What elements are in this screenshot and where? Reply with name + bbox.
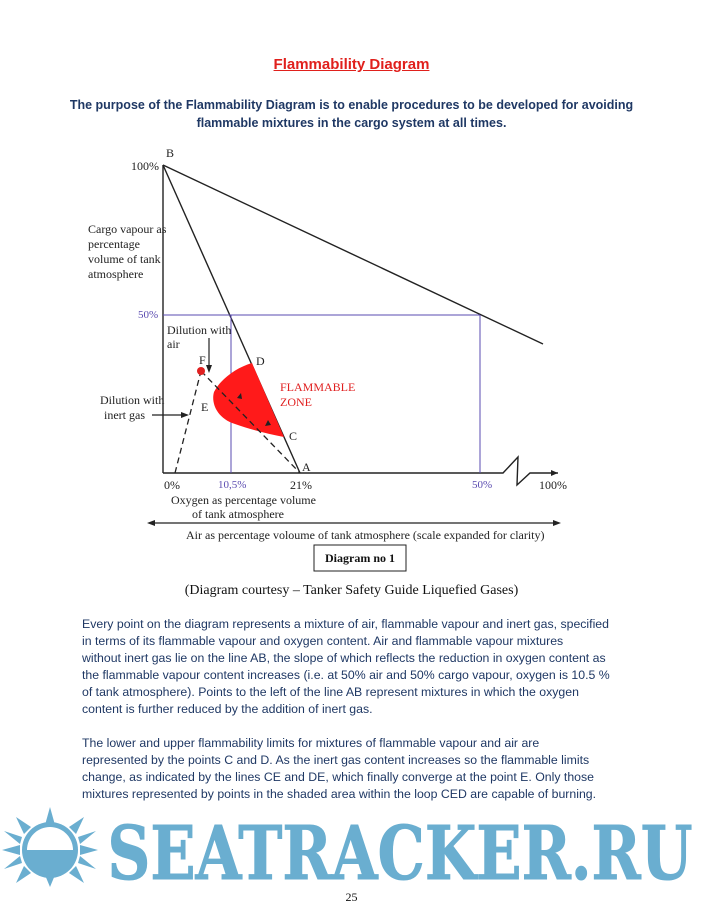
label-e: E	[201, 400, 209, 414]
paragraph-line: of tank atmosphere). Points to the left of the line AB represent mixtures in which the oxygen	[82, 685, 579, 699]
x-axis-label: Oxygen as percentage volume	[171, 493, 316, 507]
y-axis-label: atmosphere	[88, 267, 144, 281]
x-tick-0: 0%	[164, 478, 180, 492]
x-tick-50: 50%	[472, 479, 493, 491]
label-f: F	[199, 353, 206, 367]
dilution-air-label: Dilution with	[167, 323, 232, 337]
air-axis-label: Air as percentage voloume of tank atmosphere (scale expanded for clarity)	[186, 528, 545, 542]
sun-icon	[2, 807, 98, 887]
y-tick-50: 50%	[138, 309, 159, 321]
flammable-zone-label: FLAMMABLE	[280, 380, 356, 394]
line-b-top	[163, 165, 543, 344]
watermark-text: SEATRACKER.RU	[107, 811, 693, 887]
paragraph-line: the flammable vapour content increases (i.e. at 50% air and 50% cargo vapour, oxygen is 10.5 %	[82, 668, 610, 682]
dilution-inert-label: Dilution with	[100, 393, 165, 407]
watermark-logo	[0, 805, 703, 887]
page-number: 25	[345, 890, 358, 904]
page-title: Flammability Diagram	[273, 56, 430, 73]
paragraph-line: without inert gas lie on the line AB, the slope of which reflects the reduction in oxygen content as	[82, 651, 606, 665]
dilution-inert-line	[175, 371, 201, 473]
y-axis-label: Cargo vapour as	[88, 222, 167, 236]
x-tick-21: 21%	[290, 478, 312, 492]
paragraph-line: mixtures represented by points in the shaded area within the loop CED are capable of burning.	[82, 787, 597, 801]
dilution-air-label: air	[167, 337, 180, 351]
label-b: B	[166, 146, 175, 160]
subtitle-line: flammable mixtures in the cargo system at all times.	[196, 116, 507, 130]
x-tick-10-5: 10,5%	[218, 479, 247, 491]
x-tick-100: 100%	[539, 478, 567, 492]
paragraph-line: The lower and upper flammability limits for mixtures of flammable vapour and air are	[82, 736, 540, 750]
flammable-zone	[213, 363, 284, 437]
label-a: A	[302, 460, 311, 474]
y-axis-label: volume of tank	[88, 252, 161, 266]
flammable-zone-label: ZONE	[280, 395, 312, 409]
paragraph-line: in terms of its flammable vapour and oxygen content. Air and flammable vapour mixtures	[82, 634, 564, 648]
diagram-number: Diagram no 1	[325, 551, 395, 565]
subtitle-line: The purpose of the Flammability Diagram is to enable procedures to be developed for avoiding	[69, 98, 634, 112]
paragraph-line: change, as indicated by the lines CE and DE, which finally converge at the point E. Only those	[82, 770, 594, 784]
point-f	[197, 367, 205, 375]
paragraph-line: content is further reduced by the addition of inert gas.	[82, 702, 373, 716]
y-tick-100: 100%	[131, 159, 159, 173]
dilution-inert-label: inert gas	[104, 408, 145, 422]
paragraph-line: represented by the points C and D. As the inert gas content increases so the flammable limits	[82, 753, 590, 767]
label-c: C	[289, 429, 298, 443]
label-d: D	[256, 354, 265, 368]
diagram-caption: (Diagram courtesy – Tanker Safety Guide Liquefied Gases)	[184, 583, 519, 598]
y-axis-label: percentage	[88, 237, 140, 251]
x-axis-label: of tank atmosphere	[192, 507, 284, 521]
paragraph-line: Every point on the diagram represents a mixture of air, flammable vapour and inert gas, specified	[82, 617, 609, 631]
